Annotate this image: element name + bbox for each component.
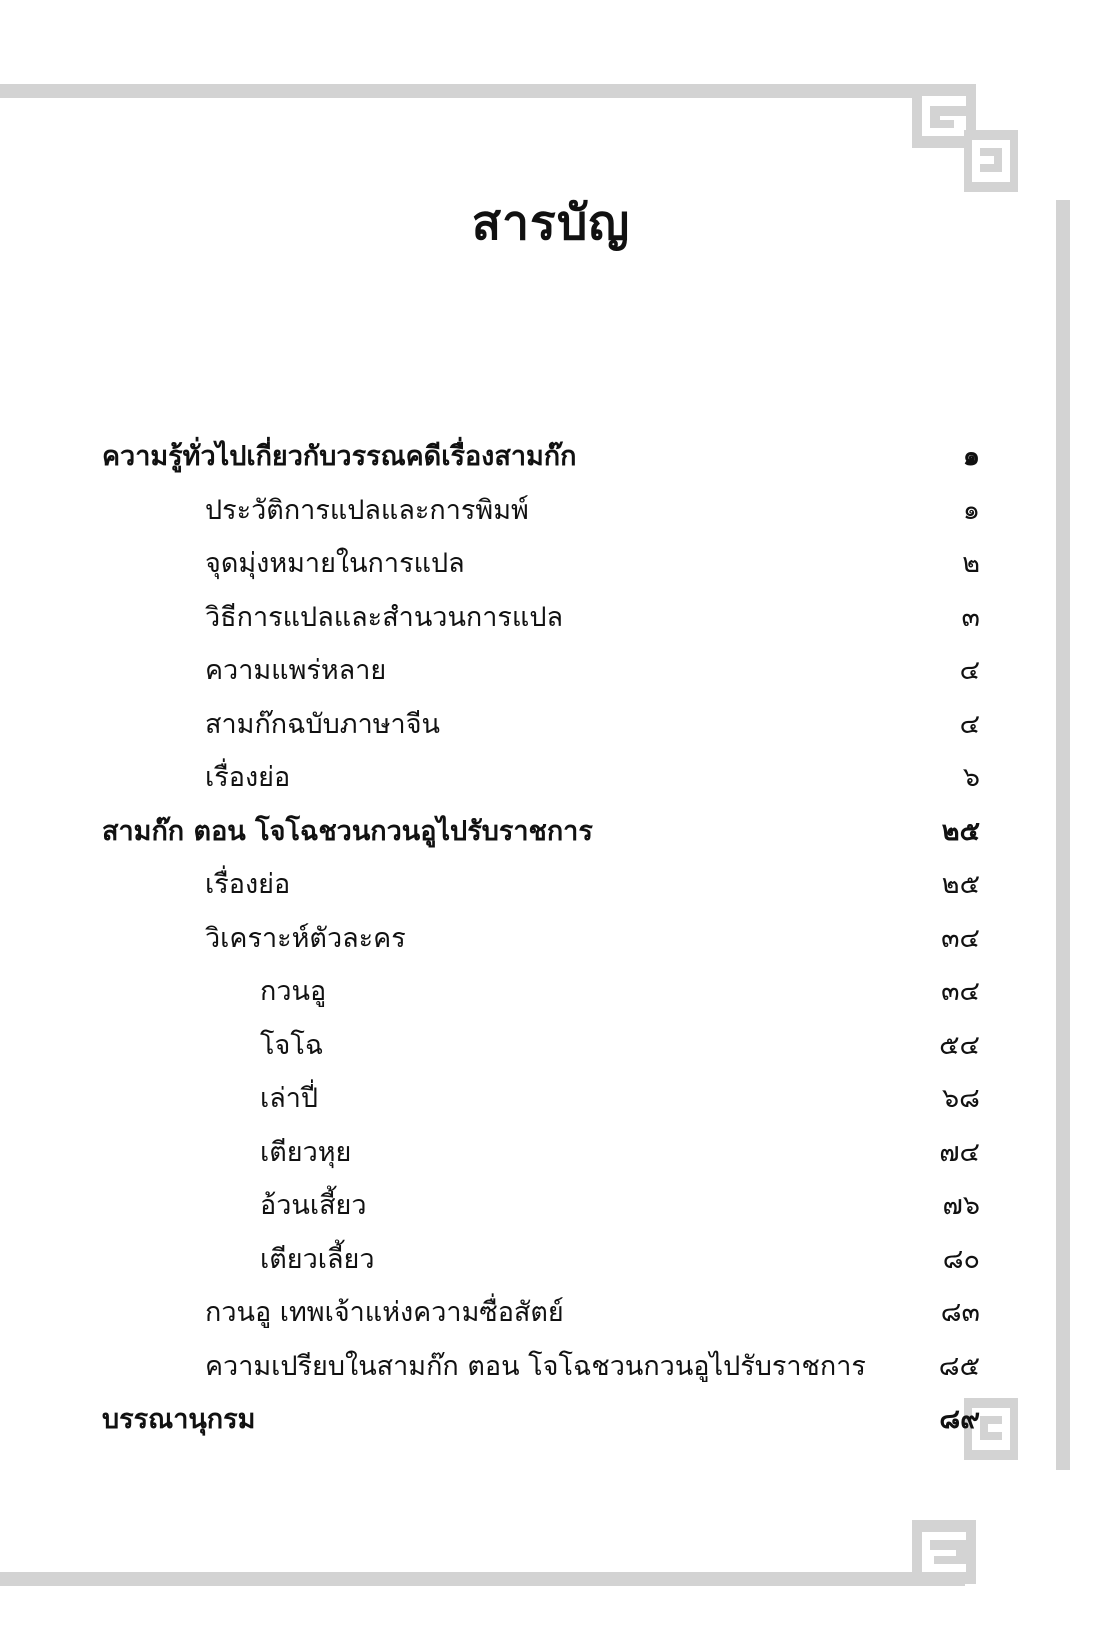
toc-entry [0,805,1102,859]
toc-entry-page-number: ๒๕ [941,815,980,847]
toc-entry-page-number: ๗๖ [942,1190,980,1221]
toc-entry-label: กวนอู เทพเจ้าแห่งความซื่อสัตย์ [205,1297,564,1328]
page-title: สารบัญ [471,195,631,251]
toc-entry-label: สามก๊กฉบับภาษาจีน [205,708,440,740]
toc-entry [0,1126,1102,1180]
toc-entry-label: เล่าปี่ [260,1083,319,1114]
fret-ornament-bottom-outer [912,1520,976,1584]
toc-entry-label: ความเปรียบในสามก๊ก ตอน โจโฉชวนกวนอูไปรับราชการ [205,1350,866,1382]
toc-entry-label: อ้วนเสี้ยว [260,1190,367,1221]
toc-entry-page-number: ๒๕ [941,869,980,900]
toc-entry-label: ความแพร่หลาย [205,655,387,686]
toc-entry [0,1233,1102,1287]
toc-entry-label: เรื่องย่อ [205,762,291,793]
toc-entry-label: ความรู้ทั่วไปเกี่ยวกับวรรณคดีเรื่องสามก๊ก [102,441,577,472]
toc-entry [0,644,1102,698]
toc-entry [0,965,1102,1019]
toc-entry [0,1340,1102,1394]
toc-entry [0,1179,1102,1233]
toc-entry [0,751,1102,805]
toc-entry-page-number: ๘๐ [942,1243,980,1275]
toc-entry-page-number: ๗๔ [939,1136,980,1168]
toc-entry [0,591,1102,645]
toc-entry-page-number: ๓๔ [941,922,980,954]
toc-entry [0,858,1102,912]
toc-entry-label: เรื่องย่อ [205,869,291,900]
toc-entry-page-number: ๘๓ [940,1297,980,1328]
toc-entry-page-number: ๖๘ [942,1083,980,1114]
toc-entry-label: โจโฉ [260,1029,324,1061]
toc-entry [0,430,1102,484]
toc-entry-page-number: ๑ [962,441,980,472]
toc-entry-page-number: ๘๙ [939,1404,980,1435]
toc-entry-page-number: ๔ [959,708,980,740]
toc-entry [0,698,1102,752]
toc-entry [0,1072,1102,1126]
toc-entry-label: ประวัติการแปลและการพิมพ์ [205,494,529,526]
toc-entry [0,1019,1102,1073]
toc-entry-page-number: ๑ [962,494,980,526]
frame-border-bottom [0,1572,965,1586]
toc-entry-label: วิธีการแปลและสำนวนการแปล [205,601,564,633]
toc-entry [0,484,1102,538]
toc-entry-label: วิเคราะห์ตัวละคร [205,922,406,954]
toc-entry-label: กวนอู [260,976,327,1007]
toc-entry-page-number: ๓ [961,601,980,633]
toc-entry [0,1286,1102,1340]
toc-entry [0,537,1102,591]
fret-ornament-top-inner [964,130,1018,192]
toc-entry [0,1393,1102,1447]
toc-entry-label: จุดมุ่งหมายในการแปล [205,548,465,579]
toc-entry-page-number: ๘๕ [938,1350,980,1382]
toc-entry-label: สามก๊ก ตอน โจโฉชวนกวนอูไปรับราชการ [102,815,593,847]
frame-border-top [0,84,965,98]
toc-entry-label: เตียวเลี้ยว [260,1243,375,1275]
toc-entry-page-number: ๖ [962,762,980,793]
toc-entry-label: เตียวหุย [260,1136,352,1168]
toc-entry [0,912,1102,966]
table-of-contents [0,430,1102,1447]
toc-entry-label: บรรณานุกรม [102,1404,256,1435]
toc-entry-page-number: ๕๔ [939,1029,980,1061]
toc-entry-page-number: ๓๔ [941,976,980,1007]
toc-entry-page-number: ๒ [962,548,980,579]
toc-entry-page-number: ๔ [959,655,980,686]
